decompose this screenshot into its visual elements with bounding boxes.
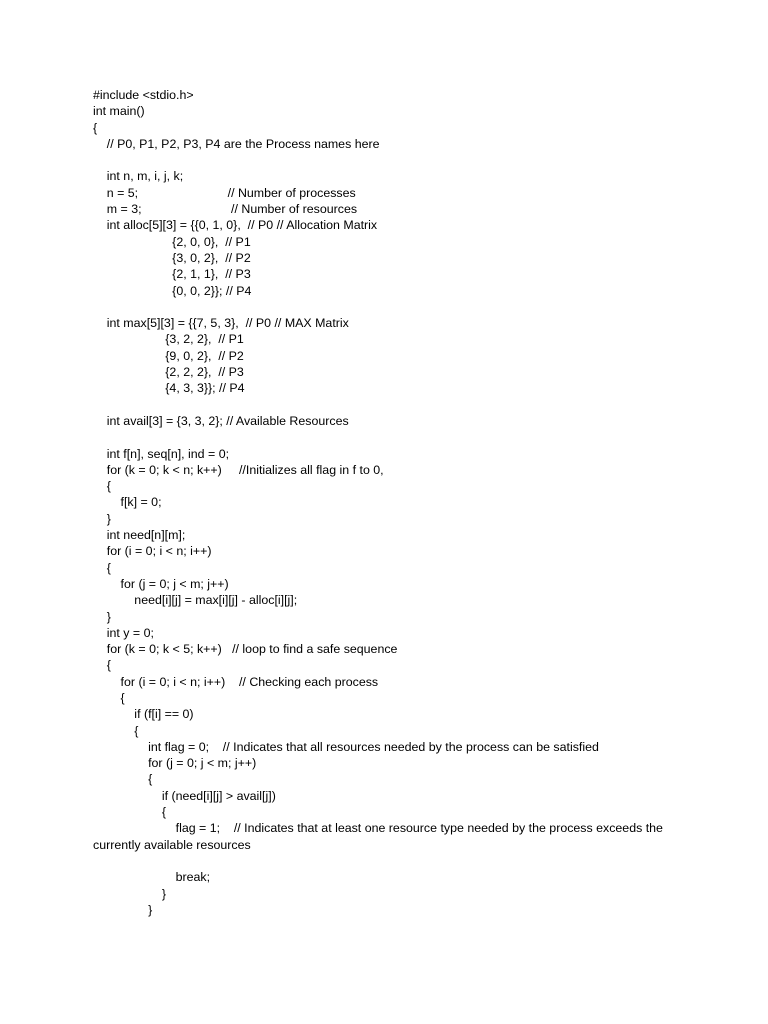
code-line: if (need[i][j] > avail[j]) <box>93 788 276 803</box>
code-line: // P0, P1, P2, P3, P4 are the Process names here <box>93 136 380 151</box>
code-line <box>93 853 693 869</box>
code-line: for (j = 0; j < m; j++) <box>93 756 257 771</box>
code-line: m = 3; // Number of resources <box>93 202 358 217</box>
code-line: for (k = 0; k < 5; k++) // loop to find a safe sequence <box>93 642 398 657</box>
code-line: if (f[i] == 0) <box>93 707 194 722</box>
code-line <box>93 429 693 445</box>
code-line: int need[n][m]; <box>93 528 186 543</box>
code-block <box>93 87 693 918</box>
code-line: {4, 3, 3}}; // P4 <box>93 381 245 396</box>
code-line: } <box>93 902 153 917</box>
code-line: int flag = 0; // Indicates that all resources needed by the process can be satisfied <box>93 739 599 754</box>
code-line: {0, 0, 2}}; // P4 <box>93 283 252 298</box>
code-line: {2, 0, 0}, // P1 <box>93 234 251 249</box>
code-line: int y = 0; <box>93 625 154 640</box>
code-line: { <box>93 690 125 705</box>
code-line: f[k] = 0; <box>93 495 162 510</box>
code-line: for (i = 0; i < n; i++) // Checking each process <box>93 674 379 689</box>
code-line: for (i = 0; i < n; i++) <box>93 544 212 559</box>
code-line <box>93 152 693 168</box>
code-line: {2, 1, 1}, // P3 <box>93 267 251 282</box>
code-line: { <box>93 479 111 494</box>
code-line: flag = 1; // Indicates that at least one resource type needed by the process exceeds the currently available resources <box>93 821 667 852</box>
code-line: for (j = 0; j < m; j++) <box>93 576 229 591</box>
code-line: { <box>93 805 166 820</box>
code-line: } <box>93 609 111 624</box>
code-line: break; <box>93 870 211 885</box>
code-line: } <box>93 511 111 526</box>
code-line: } <box>93 886 166 901</box>
code-line: {9, 0, 2}, // P2 <box>93 348 244 363</box>
code-line: #include <stdio.h> <box>93 88 194 102</box>
code-line: { <box>93 120 98 135</box>
code-line: int main() <box>93 104 145 119</box>
code-line: {3, 0, 2}, // P2 <box>93 250 251 265</box>
code-line <box>93 397 693 413</box>
code-line <box>93 299 693 315</box>
code-line: { <box>93 723 139 738</box>
code-line: int max[5][3] = {{7, 5, 3}, // P0 // MAX Matrix <box>93 316 349 331</box>
code-line: int n, m, i, j, k; <box>93 169 184 184</box>
code-line: for (k = 0; k < n; k++) //Initializes all flag in f to 0, <box>93 462 384 477</box>
code-line: { <box>93 560 111 575</box>
code-line: need[i][j] = max[i][j] - alloc[i][j]; <box>93 593 298 608</box>
code-line: n = 5; // Number of processes <box>93 185 356 200</box>
code-line: {2, 2, 2}, // P3 <box>93 365 244 380</box>
code-line: { <box>93 772 153 787</box>
code-line: {3, 2, 2}, // P1 <box>93 332 244 347</box>
code-line: int avail[3] = {3, 3, 2}; // Available Resources <box>93 413 349 428</box>
code-line: int alloc[5][3] = {{0, 1, 0}, // P0 // Allocation Matrix <box>93 218 378 233</box>
code-line: int f[n], seq[n], ind = 0; <box>93 446 230 461</box>
code-line: { <box>93 658 111 673</box>
